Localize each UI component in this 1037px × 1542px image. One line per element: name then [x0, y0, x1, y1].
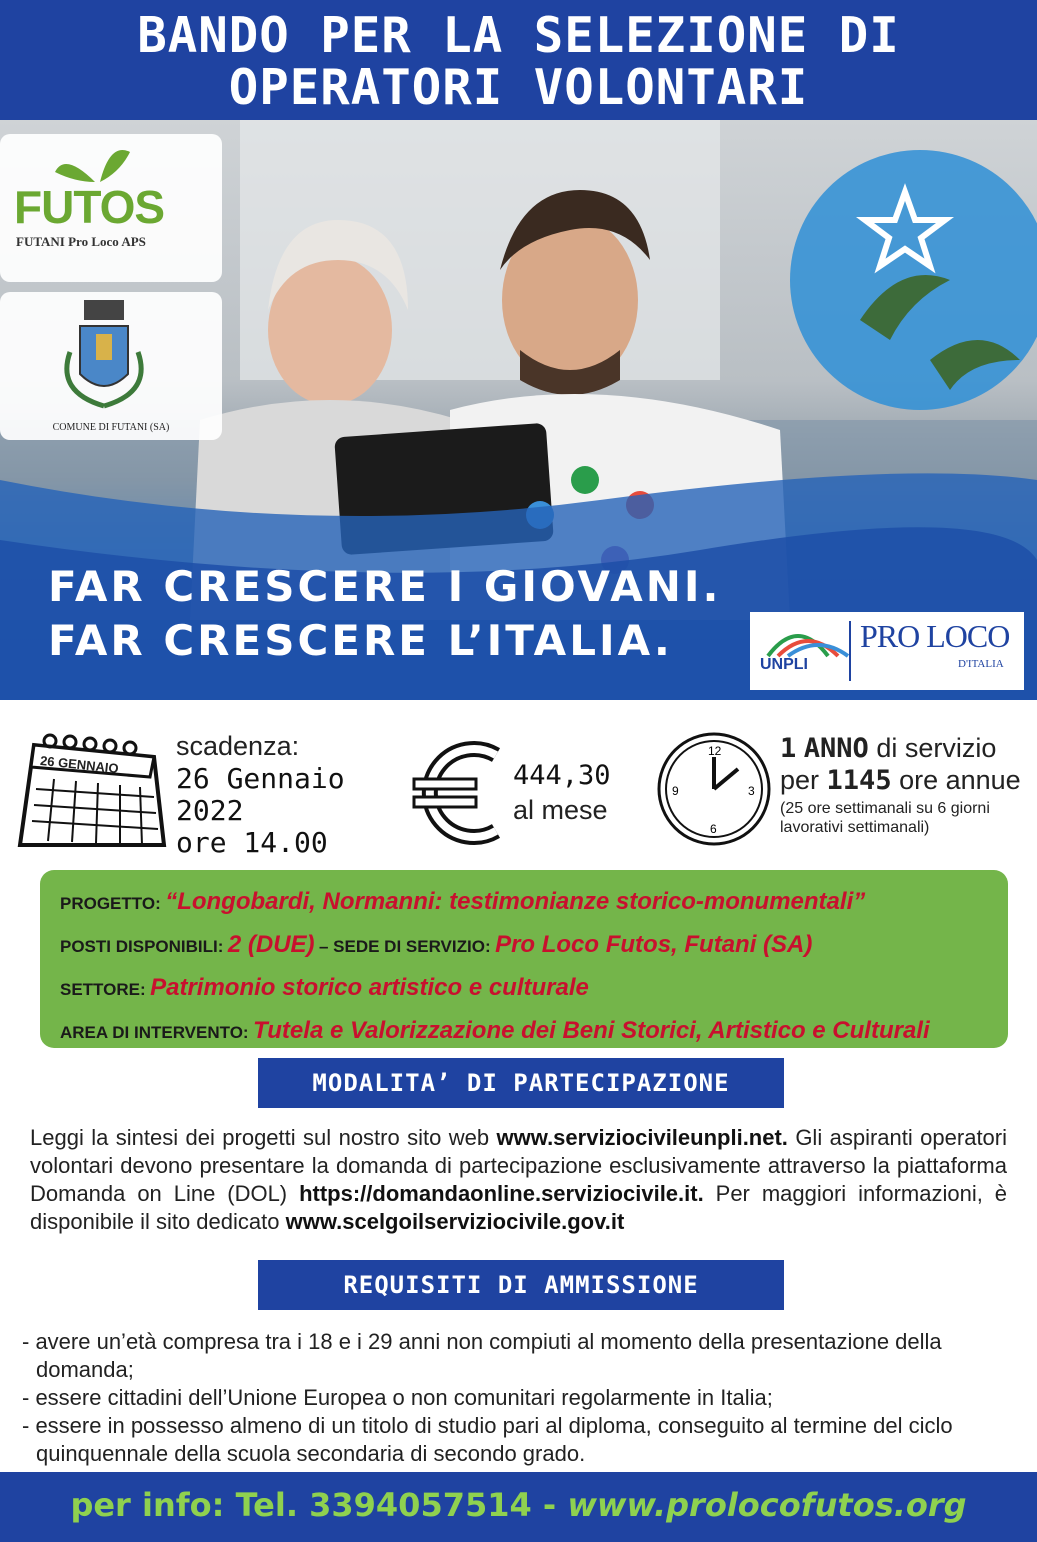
project-box [40, 870, 1008, 1048]
hours-line [780, 765, 1021, 796]
header-title-line1: BANDO PER LA SELEZIONE DI [137, 7, 900, 64]
comune-logo [0, 292, 222, 440]
participation-title: MODALITA’ DI PARTECIPAZIONE [258, 1058, 784, 1108]
header-title-line2: OPERATORI VOLONTARI [228, 59, 809, 116]
settore-value: Patrimonio storico artistico e culturale [150, 974, 589, 1001]
duration-text: di servizio [876, 733, 997, 763]
slogan-line1: FAR CRESCERE I GIOVANI. [48, 562, 722, 611]
sede-label: – SEDE DI SERVIZIO: [318, 937, 491, 956]
comune-crest-icon [0, 292, 222, 422]
deadline-value [176, 763, 345, 859]
logo-divider [848, 621, 852, 681]
progetto-value: “Longobardi, Normanni: testimonianze storico-monumentali” [165, 888, 866, 915]
hero-image [0, 120, 1037, 700]
site-link-scelgo[interactable]: www.scelgoilserviziocivile.gov.it [285, 1209, 625, 1234]
comune-label: COMUNE DI FUTANI (SA) [52, 422, 170, 433]
requirements-list [22, 1328, 1017, 1468]
participation-text2: Gli aspiranti operatori volontari devono presentare la domanda di partecipazione esclusivamente attraverso la piattaforma Domanda on Line (DOL) [30, 1125, 1008, 1206]
deadline-date: 26 Gennaio [176, 762, 345, 795]
futos-logo-text: FUTOS [14, 181, 165, 233]
requirement-item: - avere un’età compresa tra i 18 e i 29 anni non compiuti al momento della presentazione della domanda; [22, 1329, 942, 1382]
proloco-sub: D'ITALIA [958, 658, 1004, 670]
futos-logo-sub: FUTANI Pro Loco APS [16, 234, 146, 249]
area-value: Tutela e Valorizzazione dei Beni Storici, Artistico e Culturali [253, 1017, 930, 1044]
site-link-unpli[interactable]: www.serviziocivileunpli.net. [496, 1125, 788, 1150]
svg-text:3: 3 [748, 784, 755, 798]
progetto-label: PROGETTO: [60, 894, 161, 913]
posti-line [60, 925, 988, 968]
info-row [0, 705, 1037, 865]
hours-num: 1145 [826, 765, 892, 796]
svg-text:6: 6 [710, 822, 717, 836]
duration-line [780, 733, 996, 764]
salary-period: al mese [513, 795, 608, 825]
requirement-item: - essere in possesso almeno di un titolo di studio pari al diploma, conseguito al termine del ciclo quinquennale della scuola secondaria di secondo grado. [22, 1413, 953, 1466]
svg-text:12: 12 [708, 744, 722, 758]
proloco-text: PRO LOCO [860, 618, 1010, 654]
site-link-dol[interactable]: https://domandaonline.serviziocivile.it. [299, 1181, 704, 1206]
clock-icon [654, 729, 774, 849]
hours-suffix: ore annue [899, 765, 1021, 795]
requirement-item: - essere cittadini dell’Unione Europea o non comunitari regolarmente in Italia; [22, 1385, 773, 1410]
sede-value: Pro Loco Futos, Futani (SA) [495, 931, 813, 958]
slogan-line2: FAR CRESCERE L’ITALIA. [48, 616, 673, 665]
footer-banner [0, 1472, 1037, 1542]
footer-url[interactable]: www.prolocofutos.org [567, 1486, 967, 1524]
header-banner [0, 0, 1037, 120]
project-line [60, 882, 988, 925]
euro-icon [408, 733, 508, 853]
svg-text:9: 9 [672, 784, 679, 798]
participation-text3: Per maggiori informazioni, è disponibile il sito dedicato [30, 1181, 1007, 1234]
participation-text1: Leggi la sintesi dei progetti sul nostro sito web [30, 1125, 497, 1150]
area-line [60, 1011, 988, 1054]
footer-info: per info: Tel. 3394057514 - [70, 1486, 568, 1524]
posti-label: POSTI DISPONIBILI: [60, 937, 224, 956]
unpli-text: UNPLI [760, 656, 808, 673]
unpli-proloco-logo [750, 612, 1024, 690]
settore-label: SETTORE: [60, 980, 146, 999]
hours-note: (25 ore settimanali su 6 giorni lavorativi settimanali) [780, 800, 990, 836]
deadline-time: ore 14.00 [176, 826, 328, 859]
deadline-label: scadenza: [176, 731, 300, 761]
calendar-tag: 26 GENNAIO [39, 752, 120, 777]
hours-prefix: per [780, 765, 820, 795]
salary-amount: 444,30 [513, 760, 611, 791]
area-label: AREA DI INTERVENTO: [60, 1023, 249, 1042]
calendar-icon [14, 727, 174, 857]
deadline-year: 2022 [176, 794, 244, 827]
duration-unit: ANNO [803, 733, 869, 764]
posti-value: 2 (DUE) [227, 931, 315, 958]
settore-line [60, 968, 988, 1011]
participation-text [30, 1124, 1007, 1236]
duration-num: 1 [780, 733, 797, 764]
requirements-title: REQUISITI DI AMMISSIONE [258, 1260, 784, 1310]
futos-logo [0, 134, 222, 282]
hero-slogan [48, 560, 721, 668]
